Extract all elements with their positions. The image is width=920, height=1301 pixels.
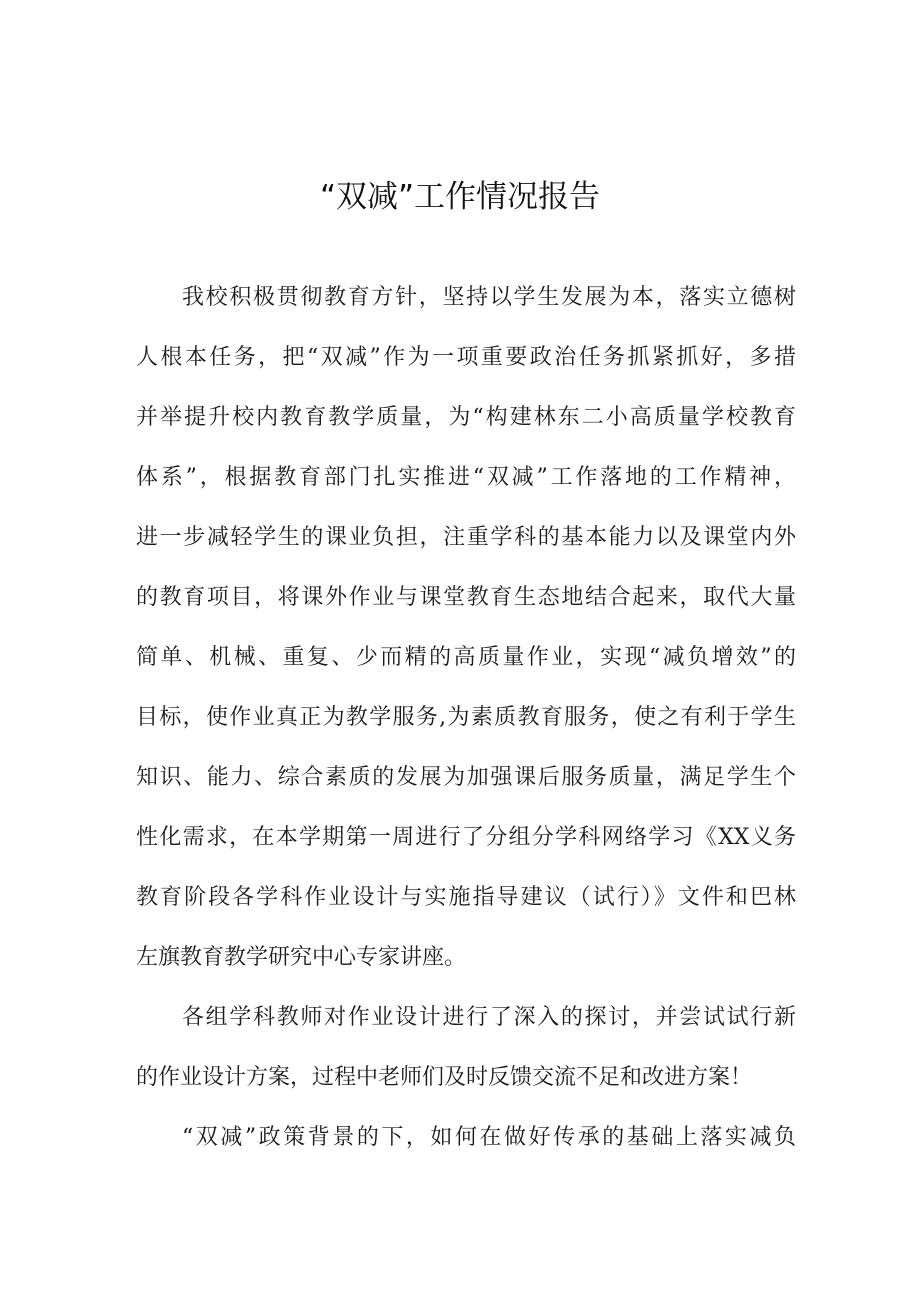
paragraph-line: 并举提升校内教育教学质量，为“构建林东二小高质量学校教育 bbox=[136, 405, 796, 430]
paragraph-1 bbox=[136, 278, 796, 998]
paragraph-line: 目标，使作业真正为教学服务,为素质教育服务，使之有利于学生 bbox=[136, 705, 796, 730]
paragraph-line: 各组学科教师对作业设计进行了深入的探讨，并尝试试行新 bbox=[182, 1005, 796, 1030]
paragraph-line: 人根本任务，把“双减”作为一项重要政治任务抓紧抓好，多措 bbox=[136, 345, 796, 370]
paragraph-line: 教育阶段各学科作业设计与实施指导建议（试行）》文件和巴林 bbox=[136, 885, 796, 910]
paragraph-line: “双减”政策背景的下，如何在做好传承的基础上落实减负 bbox=[182, 1125, 796, 1150]
paragraph-line: 进一步减轻学生的课业负担，注重学科的基本能力以及课堂内外 bbox=[136, 525, 796, 550]
document-body bbox=[136, 278, 796, 1178]
paragraph-line: 简单、机械、重复、少而精的高质量作业，实现“减负增效”的 bbox=[136, 645, 796, 670]
document-title: “双减”工作情况报告 bbox=[319, 179, 601, 215]
paragraph-line: 我校积极贯彻教育方针，坚持以学生发展为本，落实立德树 bbox=[182, 285, 796, 310]
paragraph-line: 的作业设计方案，过程中老师们及时反馈交流不足和改进方案！ bbox=[136, 1065, 753, 1090]
paragraph-line: 知识、能力、综合素质的发展为加强课后服务质量，满足学生个 bbox=[136, 765, 796, 790]
paragraph-line: 的教育项目，将课外作业与课堂教育生态地结合起来，取代大量 bbox=[136, 585, 796, 610]
paragraph-2 bbox=[136, 998, 796, 1118]
paragraph-line: 左旗教育教学研究中心专家讲座。 bbox=[136, 945, 467, 970]
paragraph-3 bbox=[136, 1118, 796, 1178]
paragraph-line: 性化需求，在本学期第一周进行了分组分学科网络学习《XX义务 bbox=[136, 825, 796, 850]
paragraph-line: 体系”，根据教育部门扎实推进“双减”工作落地的工作精神， bbox=[136, 465, 796, 490]
